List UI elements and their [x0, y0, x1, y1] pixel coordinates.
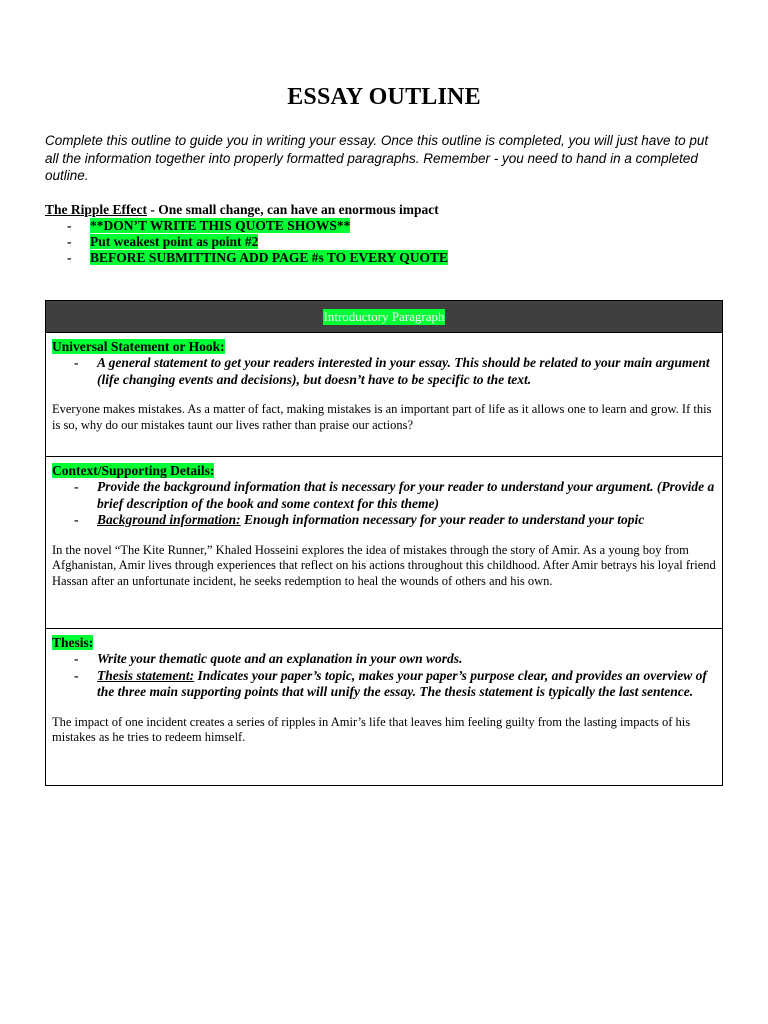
section-heading-text: Thesis: [52, 635, 94, 650]
section-heading [52, 339, 716, 355]
table-header-label: Introductory Paragraph [323, 308, 445, 324]
bullet-item [52, 668, 716, 701]
dash-marker: - [67, 250, 72, 265]
table-header [46, 301, 722, 332]
dash-marker: - [74, 667, 79, 683]
intro-paragraph: Complete this outline to guide you in writing your essay. Once this outline is completed, you will just have to put all the information together into properly formatted paragraphs. Remember - you need to hand in a completed outline. [45, 133, 709, 183]
bullet-text: Provide the background information that is necessary for your reader to understand your argument. (Provide a brief description of the book and some context for this theme) [97, 479, 715, 511]
bullet-item [52, 355, 716, 388]
ripple-section [45, 202, 725, 266]
ripple-label: The Ripple Effect [45, 202, 147, 217]
bullet-lead: Background information: [97, 512, 241, 527]
note-text: Put weakest point as point #2 [90, 234, 259, 249]
ripple-notes [45, 218, 725, 266]
dash-marker: - [74, 355, 79, 370]
dash-marker: - [67, 234, 72, 249]
bullet-text: Enough information necessary for your reader to understand your topic [240, 512, 645, 527]
outline-table [45, 300, 723, 786]
dash-marker: - [67, 218, 72, 233]
section-body: In the novel “The Kite Runner,” Khaled Hosseini explores the idea of mistakes through the story of Amir. As a young boy from Afghanistan, Amir lives through experiences that reflect on his actions throughout this childhood. After Amir betrays his loyal friend Hassan after an unfortunate incident, he seeks redemption to heal the wounds of others and his own. [52, 542, 716, 588]
dash-marker: - [74, 479, 79, 494]
section-thesis [46, 628, 722, 785]
section-bullets [52, 355, 716, 388]
section-body: The impact of one incident creates a series of ripples in Amir’s life that leaves him feeling guilty from the lasting impacts of his mistakes as he tries to redeem himself. [52, 714, 691, 744]
dash-marker: - [74, 512, 79, 527]
page-title: ESSAY OUTLINE [287, 84, 481, 110]
ripple-subtitle: - One small change, can have an enormous impact [147, 202, 439, 217]
section-heading-text: Universal Statement or Hook: [52, 339, 225, 354]
note-text: BEFORE SUBMITTING ADD PAGE #s TO EVERY QUOTE [90, 250, 448, 265]
bullet-text: A general statement to get your readers interested in your essay. This should be related to your main argument (life changing events and decisions), but doesn’t have to be specific to the text. [97, 355, 710, 387]
section-heading-text: Context/Supporting Details: [52, 463, 215, 478]
note-item [45, 218, 725, 234]
section-bullets [52, 479, 716, 529]
bullet-item [52, 651, 716, 668]
note-text: **DON’T WRITE THIS QUOTE SHOWS** [90, 218, 351, 233]
bullet-item [52, 512, 716, 529]
section-hook [46, 332, 722, 456]
dash-marker: - [74, 651, 79, 666]
bullet-item [52, 479, 716, 512]
bullet-lead: Thesis statement: [97, 667, 195, 683]
section-heading [52, 463, 716, 479]
note-item [45, 234, 725, 250]
section-bullets [52, 651, 716, 701]
ripple-line [45, 202, 725, 218]
bullet-text: Indicates your paper’s topic, makes your paper’s purpose clear, and provides an overview of the three main supporting points that will unify the essay. The thesis statement is typically the last sentence. [97, 667, 707, 699]
section-heading [52, 635, 716, 651]
section-context [46, 456, 722, 628]
bullet-text: Write your thematic quote and an explanation in your own words. [97, 651, 463, 666]
note-item [45, 250, 725, 266]
section-body: Everyone makes mistakes. As a matter of fact, making mistakes is an important part of life as it allows one to learn and grow. If this is so, why do our mistakes taunt our lives rather than praise our actions? [52, 402, 712, 432]
